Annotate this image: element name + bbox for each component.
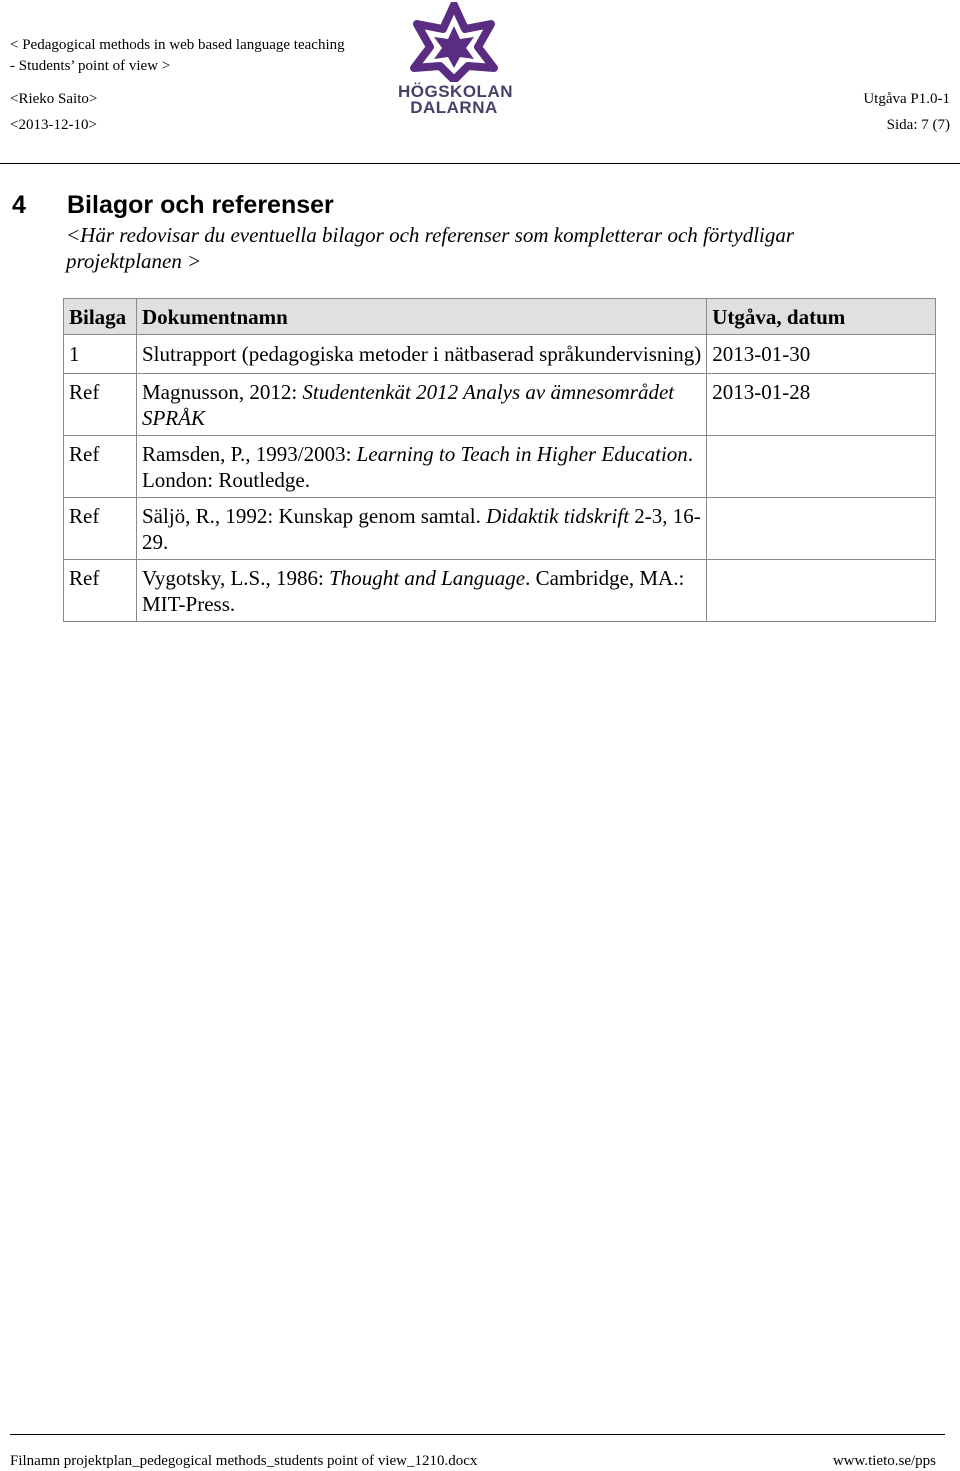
- cell-dokumentnamn: [136, 335, 706, 374]
- document-title-italic: Studentenkät 2012 Analys av ämnesområdet SPRÅK: [141, 380, 675, 430]
- logo-text-line2: DALARNA: [410, 98, 498, 117]
- star-emblem-icon: [398, 2, 510, 82]
- header-title-line1: < Pedagogical methods in web based language teaching: [10, 37, 345, 53]
- document-text: Vygotsky, L.S., 1986:: [141, 566, 330, 590]
- header-date: <2013-12-10>: [10, 117, 97, 133]
- section-heading: [12, 190, 334, 220]
- cell-utgava-datum: 2013-01-30: [707, 335, 936, 374]
- attachments-table: [63, 298, 936, 622]
- footer-divider: [10, 1434, 945, 1435]
- section-number: 4: [12, 191, 26, 219]
- column-header-dokumentnamn: Dokumentnamn: [136, 299, 706, 335]
- table-row: [64, 335, 936, 374]
- document-text: Ramsden, P., 1993/2003:: [141, 442, 357, 466]
- column-header-bilaga: Bilaga: [64, 299, 137, 335]
- column-header-utgava-datum: Utgåva, datum: [707, 299, 936, 335]
- footer-filename: Filnamn projektplan_pedegogical methods_students point of view_1210.docx: [10, 1453, 478, 1469]
- table-row: [64, 560, 936, 622]
- header-edition: Utgåva P1.0-1: [863, 91, 950, 107]
- cell-utgava-datum: [707, 498, 936, 560]
- cell-bilaga: Ref: [64, 498, 137, 560]
- cell-dokumentnamn: [136, 498, 706, 560]
- document-title-italic: Didaktik tidskrift: [486, 504, 630, 528]
- document-text: Magnusson, 2012:: [141, 380, 303, 404]
- cell-dokumentnamn: [136, 436, 706, 498]
- document-text: Slutrapport (pedagogiska metoder i nätbaserad språkundervisning): [141, 342, 702, 366]
- cell-utgava-datum: [707, 436, 936, 498]
- cell-bilaga: Ref: [64, 436, 137, 498]
- cell-dokumentnamn: [136, 560, 706, 622]
- cell-utgava-datum: 2013-01-28: [707, 374, 936, 436]
- header-title-line2: - Students’ point of view >: [10, 58, 171, 74]
- document-title-italic: Learning to Teach in Higher Education: [356, 442, 688, 466]
- footer-url: www.tieto.se/pps: [832, 1453, 936, 1469]
- cell-dokumentnamn: [136, 374, 706, 436]
- header-divider: [0, 163, 960, 164]
- logo-text-line1: HÖGSKOLAN: [398, 82, 513, 101]
- header-page-number: Sida: 7 (7): [886, 117, 950, 133]
- cell-bilaga: Ref: [64, 374, 137, 436]
- cell-bilaga: Ref: [64, 560, 137, 622]
- cell-bilaga: 1: [64, 335, 137, 374]
- table-row: [64, 498, 936, 560]
- document-title-italic: Thought and Language: [329, 566, 526, 590]
- section-intro: <Här redovisar du eventuella bilagor och referenser som kompletterar och förtydligar projektplanen >: [66, 223, 795, 273]
- table-row: [64, 436, 936, 498]
- hogskolan-dalarna-logo: [398, 2, 513, 120]
- table-header-row: [64, 299, 936, 335]
- section-title: Bilagor och referenser: [67, 191, 334, 219]
- cell-utgava-datum: [707, 560, 936, 622]
- document-text: Säljö, R., 1992: Kunskap genom samtal.: [141, 504, 487, 528]
- table-body: [64, 335, 936, 622]
- header-author: <Rieko Saito>: [10, 91, 98, 107]
- document-text: 2-3, 16-29.: [141, 504, 701, 554]
- table-row: [64, 374, 936, 436]
- document-text: . Cambridge, MA.: MIT-Press.: [141, 566, 685, 616]
- document-text: . London: Routledge.: [141, 442, 694, 492]
